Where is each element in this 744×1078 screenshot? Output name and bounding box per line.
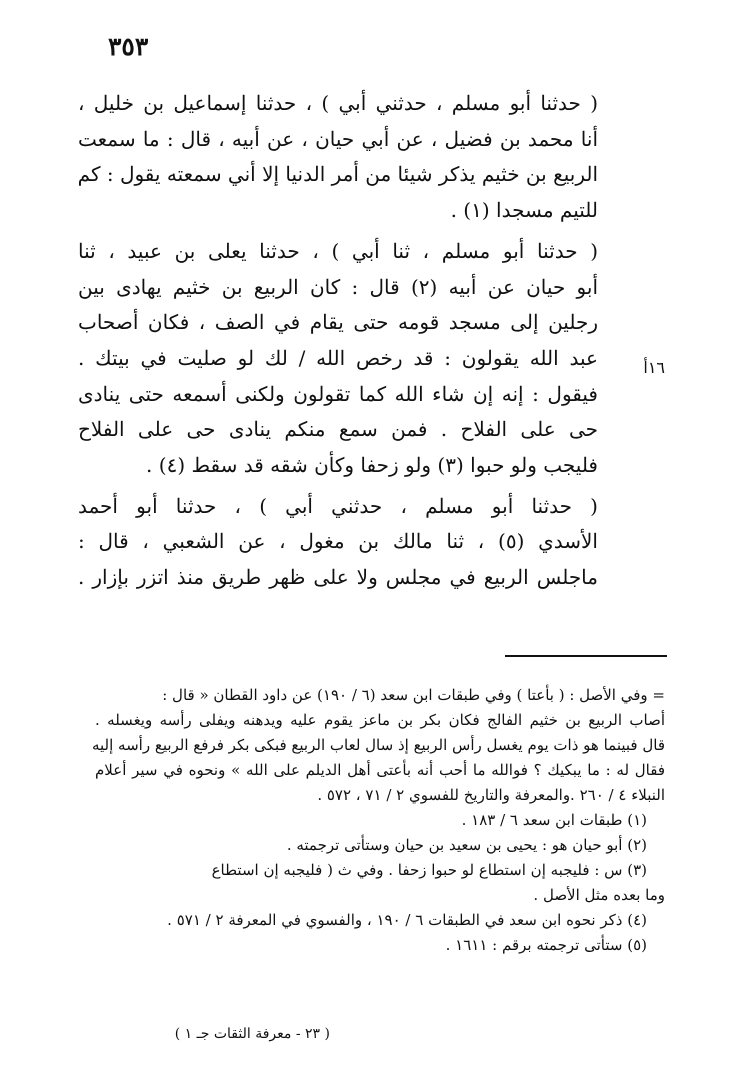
- footnote-line: النبلاء ٤ / ٢٦٠ .والمعرفة والتاريخ للفسوي ٢ / ٧١ ، ٥٧٢ .: [317, 786, 665, 804]
- footnote-line: قال فبينما هو ذات يوم يغسل رأس الربيع إذ سال لعاب الربيع فبكى بكر فرفع الربيع رأسه إليه: [91, 736, 665, 754]
- paragraph-2: [78, 234, 598, 484]
- footnote-3-continuation: وما بعده مثل الأصل .: [533, 886, 665, 904]
- footnote-line: أصاب الربيع بن خثيم الفالج فكان بكر بن ماعز يقوم عليه ويدهنه ويفلى رأسه ويغسله .: [95, 711, 665, 729]
- footnote-3: (٣) س : فليجبه إن استطاع لو حبوا زحفا . وفي ث ( فليجبه إن استطاع: [211, 861, 647, 879]
- text-line: عبد الله يقولون : قد رخص الله / لك لو صليت في بيتك .: [78, 345, 598, 370]
- text-line: رجلين إلى مسجد قومه حتى يقام في الصف ، فكان أصحاب: [78, 310, 598, 335]
- footnote-5: (٥) ستأتى ترجمته برقم : ١٦١١ .: [445, 936, 647, 954]
- text-line: ماجلس الربيع في مجلس ولا على ظهر طريق منذ اتزر بإزار .: [78, 565, 598, 590]
- paragraph-1: [78, 86, 598, 229]
- page-number: ٣٥٣: [108, 32, 149, 61]
- footnote-1: (١) طبقات ابن سعد ٦ / ١٨٣ .: [461, 811, 647, 829]
- page-footer: ( ٢٣ - معرفة الثقات جـ ١ ): [174, 1026, 330, 1042]
- text-line: للتيم مسجدا (١) .: [450, 198, 598, 223]
- text-line: الربيع بن خثيم يذكر شيئا من أمر الدنيا إلا أني سمعته يقول : كم: [77, 162, 598, 187]
- text-line: ( حدثنا أبو مسلم ، حدثني أبي ) ، حدثنا أبو أحمد: [78, 493, 598, 518]
- footnote-4: (٤) ذكر نحوه ابن سعد في الطبقات ٦ / ١٩٠ ، والفسوي في المعرفة ٢ / ٥٧١ .: [167, 911, 647, 929]
- footnote-line: فقال له : ما يبكيك ؟ فوالله ما أحب أنه بأعتى أهل الديلم على الله » ونحوه في سير أعلام: [95, 761, 665, 779]
- text-line: فيقول : إنه إن شاء الله كما تقولون ولكنى أسمعه حتى ينادى: [78, 381, 598, 406]
- text-line: الأسدي (٥) ، ثنا مالك بن مغول ، عن الشعبي ، قال :: [78, 529, 598, 554]
- footnote-line: = وفي الأصل : ( بأعتا ) وفي طبقات ابن سعد (٦ / ١٩٠) عن داود القطان « قال :: [162, 686, 665, 704]
- text-line: أنا محمد بن فضيل ، عن أبي حيان ، عن أبيه ، قال : ما سمعت: [78, 126, 598, 151]
- paragraph-3: [78, 489, 598, 596]
- footnote-2: (٢) أبو حيان هو : يحيى بن سعيد بن حيان وستأتى ترجمته .: [286, 836, 647, 854]
- text-line: حى على الفلاح . فمن سمع منكم ينادى حى على الفلاح: [78, 417, 598, 442]
- text-line: ( حدثنا أبو مسلم ، حدثني أبي ) ، حدثنا إسماعيل بن خليل ،: [78, 91, 598, 115]
- text-line: أبو حيان عن أبيه (٢) قال : كان الربيع بن خثيم يهادى بين: [78, 274, 599, 299]
- margin-folio-note: ١٦أ: [643, 358, 665, 377]
- footnotes: [91, 683, 665, 958]
- text-line: فليجب ولو حبوا (٣) ولو زحفا وكأن شقه قد سقط (٤) .: [146, 453, 598, 478]
- text-line: ( حدثنا أبو مسلم ، ثنا أبي ) ، حدثنا يعلى بن عبيد ، ثنا: [78, 238, 598, 263]
- main-text: [78, 86, 598, 601]
- footnote-divider: [505, 655, 667, 657]
